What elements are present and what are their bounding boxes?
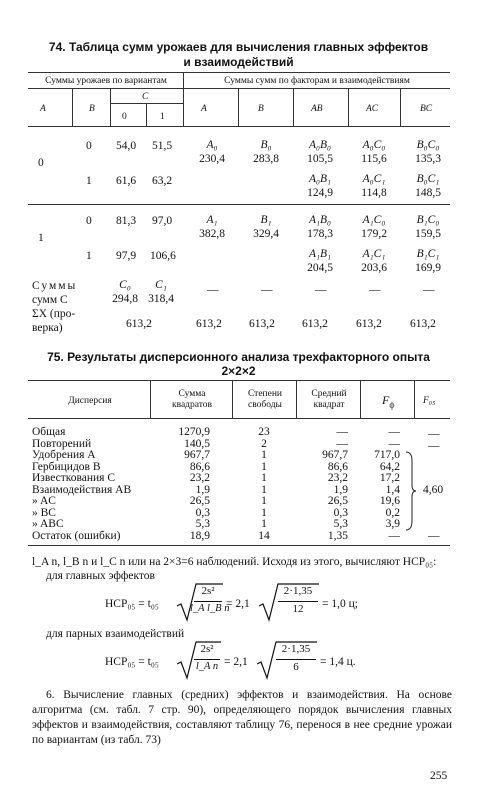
table75-cell-df: 1 xyxy=(261,449,267,461)
table74-div xyxy=(238,88,239,126)
table74-r4-b: 1 xyxy=(86,250,92,262)
table75-cell-df: 1 xyxy=(261,472,267,484)
formula1-lhs: НСР₀₅ = t₀₅ xyxy=(105,598,159,610)
table75-cell-name: Повторений xyxy=(32,437,92,450)
table74-check-val: 613,2 xyxy=(356,318,382,330)
table75-cell-f: 0,2 xyxy=(385,506,400,519)
table74-header-rule xyxy=(28,88,450,89)
table75-cell-ms: 0,3 xyxy=(333,506,348,519)
table74-r3-BC: B₁C₀ 159,5 xyxy=(415,214,441,241)
table75-cell-ss: 86,6 xyxy=(189,460,210,473)
table74-div xyxy=(400,88,401,126)
table75-h-df: Степени свободы xyxy=(247,389,283,410)
table74-r2-c0: 61,6 xyxy=(116,175,137,187)
table74-r2-b: 1 xyxy=(86,175,92,187)
table74-col-rBC: BC xyxy=(420,104,433,114)
table75-cell-ms: — xyxy=(336,426,348,438)
table74-check-val: 613,2 xyxy=(126,318,152,330)
table74-r3-AC: A₁C₀ 179,2 xyxy=(361,214,387,241)
table74-check-label2: верка) xyxy=(32,322,63,334)
formula2-fracbar xyxy=(194,659,220,660)
table74-r2-AC: A₀C₁ 114,8 xyxy=(361,173,387,200)
formula1-num2: 2·1,35 xyxy=(283,585,313,597)
table75-cell-f: — xyxy=(388,437,400,450)
table75-cell-f: 1,4 xyxy=(385,483,400,496)
table74-check-val: 613,2 xyxy=(410,318,436,330)
table74-col-c1: 1 xyxy=(160,112,165,122)
table74-col-B: B xyxy=(89,104,95,114)
table74-div xyxy=(293,88,294,126)
table74-col-C: C xyxy=(142,92,149,102)
table75-f05-repl: — xyxy=(428,440,440,452)
table75-f05-resid: — xyxy=(428,530,440,542)
table74-sums-c1: C₁ 318,4 xyxy=(148,279,174,306)
table74-r3-c0: 81,3 xyxy=(116,215,137,227)
table74-check-label1: ΣX (про- xyxy=(32,308,76,320)
table74-r4-AC: A₁C₁ 203,6 xyxy=(361,248,387,275)
table75-h-ms: Средний квадрат xyxy=(311,389,347,410)
table74-col-c0: 0 xyxy=(122,112,127,122)
table74-r3-B: B₁ 329,4 xyxy=(253,214,279,241)
table74-check-val: 613,2 xyxy=(196,318,222,330)
table75-cell-f: — xyxy=(388,529,400,542)
table74-r4-AB: A₁B₁ 204,5 xyxy=(307,248,333,275)
table74-div xyxy=(110,88,111,126)
table74-col-A: A xyxy=(40,104,46,114)
formula2-num: 2s² xyxy=(200,643,214,655)
formula2-lhs: НСР₀₅ = t₀₅ xyxy=(105,656,159,668)
table74-col-rB: B xyxy=(258,104,264,114)
table74-r3-b: 0 xyxy=(86,215,92,227)
formula2-den2: 6 xyxy=(293,661,299,673)
formula2-num2: 2·1,35 xyxy=(281,643,311,655)
table75-div xyxy=(150,380,151,418)
table75-cell-ss: 26,5 xyxy=(189,495,210,507)
table74-r3-c1: 97,0 xyxy=(152,215,173,227)
table75-div xyxy=(296,380,297,418)
table74-a1: 1 xyxy=(38,232,44,244)
table74-r1-AB: A₀B₀ 105,5 xyxy=(307,139,333,166)
table74-sums-dash-AC: — xyxy=(369,284,381,296)
table74-div xyxy=(146,103,147,126)
table75-cell-df: 1 xyxy=(261,495,267,507)
paragraph-6: 6. Вычисление главных (средних) эффектов и взаимодействия. На основе алгоритма (см. табл. 7 стр. 90), определяющего порядок вычисления главных эффектов и взаимодействия, составляют таблицу 76, перенося в нее средние урожаи по вариантам (из табл. 73) xyxy=(32,689,452,746)
table74-header-divider xyxy=(183,72,184,126)
table75-cell-ms: 5,3 xyxy=(333,518,348,530)
table75-cell-name: Взаимодействия AB xyxy=(32,483,132,496)
table75-cell-name: Остаток (ошибки) xyxy=(32,529,121,542)
table74-r2-c1: 63,2 xyxy=(152,175,173,187)
table75-cell-df: 2 xyxy=(261,437,267,450)
table74-col-rAB: AB xyxy=(311,104,323,114)
table74-sums-label2: сумм C xyxy=(32,294,68,306)
formula1-fracbar2 xyxy=(278,601,318,602)
table75-cell-df: 23 xyxy=(258,426,270,438)
table74-top-rule xyxy=(28,72,450,73)
table75-cell-df: 1 xyxy=(261,518,267,530)
table75-cell-name: Удобрения A xyxy=(32,449,96,461)
table75-cell-f: 717,0 xyxy=(374,449,400,461)
table74-r1-c1: 51,5 xyxy=(152,140,173,152)
table74-check-val: 613,2 xyxy=(302,318,328,330)
table75-h-F: $F_ф$ xyxy=(382,393,395,410)
table75-cell-name: Гербицидов B xyxy=(32,460,101,473)
table75-cell-ss: 1270,9 xyxy=(178,426,210,438)
table74-col-rA: A xyxy=(201,104,207,114)
table75-div xyxy=(360,380,361,418)
formula2-result: = 1,4 ц. xyxy=(320,656,356,668)
table75-cell-ss: 1,9 xyxy=(195,483,210,496)
table75-cell-ss: 23,2 xyxy=(189,472,210,484)
text-line2: для главных эффектов xyxy=(46,570,155,582)
table74-header-left: Суммы урожаев по вариантам xyxy=(45,76,167,86)
table75-cell-f: — xyxy=(388,426,400,438)
table75-cell-ss: 0,3 xyxy=(195,506,210,519)
table74-r4-BC: B₁C₁ 169,9 xyxy=(415,248,441,275)
table74-r1-AC: A₀C₀ 115,6 xyxy=(361,139,387,166)
table75-cell-ms: 1,35 xyxy=(327,529,348,542)
table75-cell-f: 3,9 xyxy=(385,518,400,530)
table74-r1-c0: 54,0 xyxy=(116,140,137,152)
table74-r1-BC: B₀C₀ 135,3 xyxy=(415,139,441,166)
table74-r4-c0: 97,9 xyxy=(116,250,137,262)
formula1-fracbar xyxy=(194,601,222,602)
formula2-fracbar2 xyxy=(276,659,316,660)
table74-sums-dash-BC: — xyxy=(423,284,435,296)
table75-cell-ms: 23,2 xyxy=(327,472,348,484)
table75-caption-line1: 75. Результаты дисперсионного анализа трехфакторного опыта xyxy=(47,350,430,364)
table74-sums-c0: C₀ 294,8 xyxy=(112,279,138,306)
table75-cell-f: 17,2 xyxy=(379,472,400,484)
table75-f05-total: — xyxy=(428,428,440,440)
table74-caption-line2: и взаимодействий xyxy=(183,55,294,69)
formula1-den: l_A l_B n xyxy=(190,603,230,614)
table75-cell-df: 1 xyxy=(261,483,267,496)
text-line3: для парных взаимодействий xyxy=(46,628,185,640)
table74-sums-label1: Суммы xyxy=(32,280,78,292)
table75-cell-ms: 86,6 xyxy=(327,460,348,473)
table75-cell-ms: 26,5 xyxy=(327,495,348,507)
table74-caption-line1: 74. Таблица сумм урожаев для вычисления главных эффектов xyxy=(48,40,429,54)
table75-cell-ss: 967,7 xyxy=(184,449,210,461)
table75-header-rule xyxy=(28,418,450,419)
table75-bottom-rule xyxy=(28,545,450,546)
table74-r4-c1: 106,6 xyxy=(150,250,176,262)
formula1-den2: 12 xyxy=(292,603,304,615)
table74-r2-BC: B₀C₁ 148,5 xyxy=(415,173,441,200)
table75-cell-f: 19,6 xyxy=(379,495,400,507)
table75-h-disp: Дисперсия xyxy=(68,396,112,406)
table74-col-rAC: AC xyxy=(366,104,379,114)
formula1-result: = 1,0 ц; xyxy=(322,598,358,610)
table75-cell-ms: 1,9 xyxy=(333,483,348,496)
table74-r3-A: A₁ 382,8 xyxy=(199,214,225,241)
table75-h-F05: F₀₅ xyxy=(423,396,436,406)
table75-cell-ss: 5,3 xyxy=(195,518,210,530)
table75-cell-f: 64,2 xyxy=(379,460,400,473)
table74-sums-dash-B: — xyxy=(261,284,273,296)
table75-brace xyxy=(404,451,418,531)
table74-a0: 0 xyxy=(38,157,44,169)
table75-cell-name: Известкования C xyxy=(32,472,116,484)
table75-cell-df: 1 xyxy=(261,460,267,473)
table74-sums-dash-A: — xyxy=(207,284,219,296)
text-line1: l_A n, l_B n и l_C n или на 2×3=6 наблюдений. Исходя из этого, вычисляют НСР₀₅: xyxy=(32,556,437,568)
table75-cell-ms: — xyxy=(336,437,348,450)
table75-cell-name: » AC xyxy=(32,495,56,507)
table75-cell-name: » BC xyxy=(32,506,56,519)
table74-sums-dash-AB: — xyxy=(315,284,327,296)
table74-body-rule xyxy=(28,126,450,127)
table74-check-val: 613,2 xyxy=(249,318,275,330)
table74-r1-b: 0 xyxy=(86,140,92,152)
table75-cell-df: 14 xyxy=(258,529,270,542)
table75-cell-ss: 140,5 xyxy=(184,437,210,450)
table74-div xyxy=(348,88,349,126)
table74-r3-AB: A₁B₀ 178,3 xyxy=(307,214,333,241)
formula1-mid: = 2,1 xyxy=(226,598,250,610)
table75-div xyxy=(414,380,415,418)
formula1-num: 2s² xyxy=(201,585,215,597)
table75-top-rule xyxy=(28,380,450,381)
table75-cell-ms: 967,7 xyxy=(322,449,348,461)
table75-cell-ss: 18,9 xyxy=(189,529,210,542)
table75-cell-name: Общая xyxy=(32,426,66,438)
table74-r1-A: A₀ 230,4 xyxy=(199,139,225,166)
page-number: 255 xyxy=(430,770,448,782)
table75-cell-df: 1 xyxy=(261,506,267,519)
table75-cell-name: » ABC xyxy=(32,518,64,530)
formula2-mid: = 2,1 xyxy=(224,656,248,668)
table74-r1-B: B₀ 283,8 xyxy=(253,139,279,166)
table74-group-rule xyxy=(28,204,450,205)
formula2-den: l_A n xyxy=(195,661,219,672)
table75-h-ss: Сумма квадратов xyxy=(171,389,212,410)
table74-div xyxy=(72,88,73,126)
table74-r2-AB: A₀B₁ 124,9 xyxy=(307,173,333,200)
table75-f05-group: 4,60 xyxy=(423,484,444,496)
table75-div xyxy=(232,380,233,418)
table75-caption-line2: 2×2×2 xyxy=(221,364,256,378)
table74-header-right: Суммы сумм по факторам и взаимодействиям xyxy=(224,76,410,86)
